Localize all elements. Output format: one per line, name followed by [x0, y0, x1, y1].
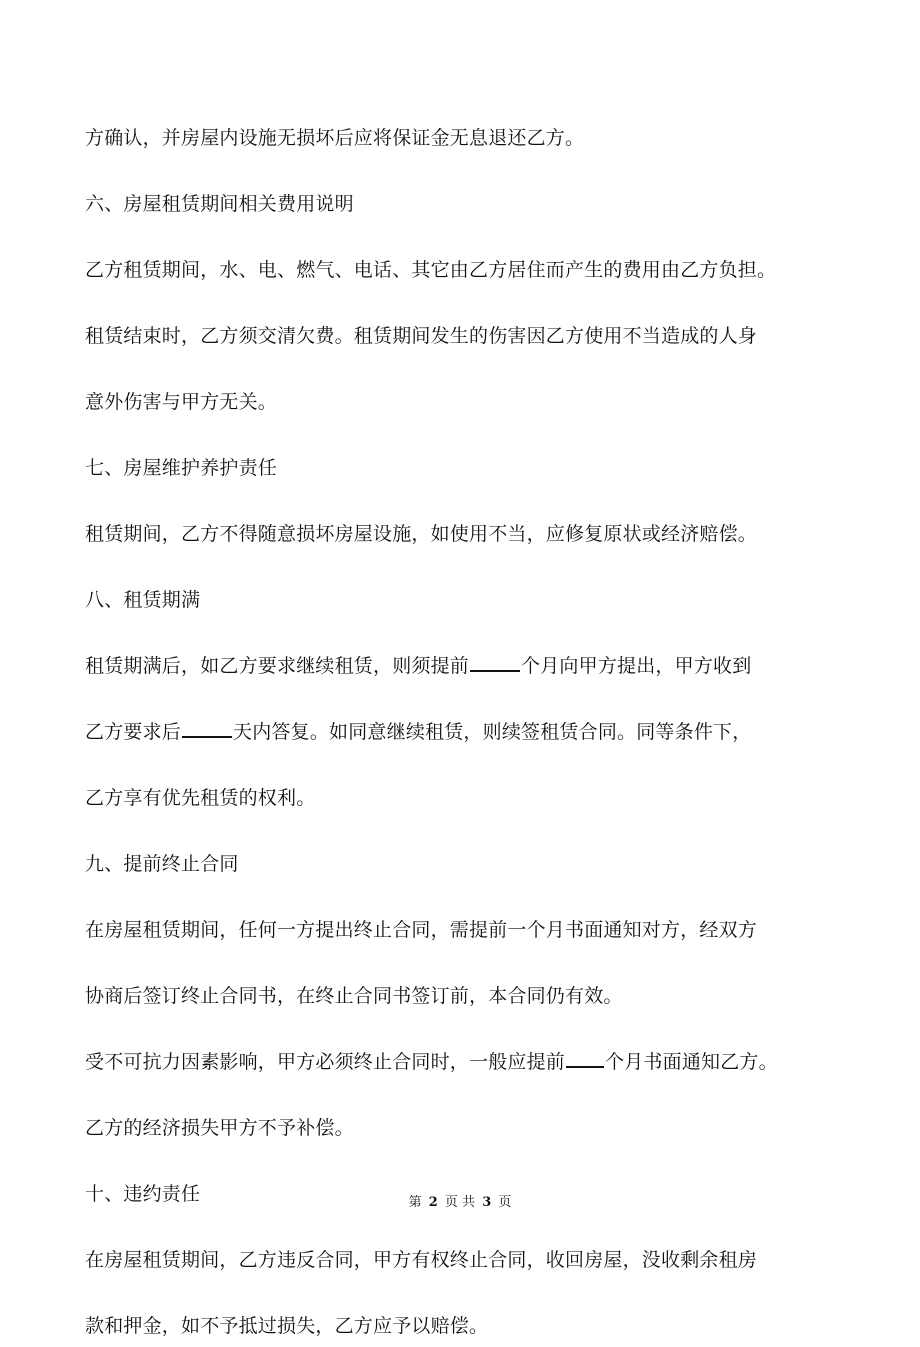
document-body [85, 117, 845, 1347]
paragraph-line [85, 711, 845, 753]
text-segment: 租赁期满后，如乙方要求继续租赁，则须提前 [85, 655, 470, 677]
paragraph-line: 租赁结束时，乙方须交清欠费。租赁期间发生的伤害因乙方使用不当造成的人身 [85, 325, 758, 347]
fill-in-blank [182, 714, 232, 738]
paragraph-line: 乙方的经济损失甲方不予补偿。 [85, 1117, 354, 1139]
footer-suffix: 页 [498, 1195, 512, 1210]
text-segment: 受不可抗力因素影响，甲方必须终止合同时，一般应提前 [85, 1051, 566, 1073]
paragraph-line [85, 1041, 845, 1083]
fill-in-blank [470, 648, 520, 672]
text-segment: 乙方要求后 [85, 721, 182, 743]
text-segment: 个月向甲方提出，甲方收到 [521, 655, 752, 677]
paragraph-line: 租赁期间，乙方不得随意损坏房屋设施，如使用不当，应修复原状或经济赔偿。 [85, 523, 758, 545]
footer-middle: 页 共 [444, 1195, 476, 1210]
paragraph-line: 方确认，并房屋内设施无损坏后应将保证金无息退还乙方。 [85, 127, 585, 149]
section-heading-7: 七、房屋维护养护责任 [85, 457, 278, 479]
paragraph-line: 在房屋租赁期间，任何一方提出终止合同，需提前一个月书面通知对方，经双方 [85, 919, 758, 941]
section-heading-8: 八、租赁期满 [85, 589, 201, 611]
paragraph-line: 在房屋租赁期间，乙方违反合同，甲方有权终止合同，收回房屋，没收剩余租房 [85, 1249, 758, 1271]
current-page-number: 2 [428, 1195, 438, 1210]
fill-in-blank [566, 1044, 604, 1068]
paragraph-line: 乙方享有优先租赁的权利。 [85, 787, 316, 809]
section-heading-6: 六、房屋租赁期间相关费用说明 [85, 193, 354, 215]
paragraph-line [85, 645, 845, 687]
paragraph-line: 款和押金，如不予抵过损失，乙方应予以赔偿。 [85, 1315, 489, 1337]
section-heading-10: 十、违约责任 [85, 1183, 201, 1205]
page-footer [0, 1193, 920, 1213]
section-heading-9: 九、提前终止合同 [85, 853, 239, 875]
text-segment: 个月书面通知乙方。 [605, 1051, 778, 1073]
text-segment: 天内答复。如同意继续租赁，则续签租赁合同。同等条件下， [233, 721, 752, 743]
paragraph-line: 意外伤害与甲方无关。 [85, 391, 278, 413]
total-page-number: 3 [482, 1195, 492, 1210]
footer-prefix: 第 [408, 1195, 422, 1210]
paragraph-line: 协商后签订终止合同书，在终止合同书签订前，本合同仍有效。 [85, 985, 623, 1007]
paragraph-line: 乙方租赁期间，水、电、燃气、电话、其它由乙方居住而产生的费用由乙方负担。 [85, 259, 777, 281]
